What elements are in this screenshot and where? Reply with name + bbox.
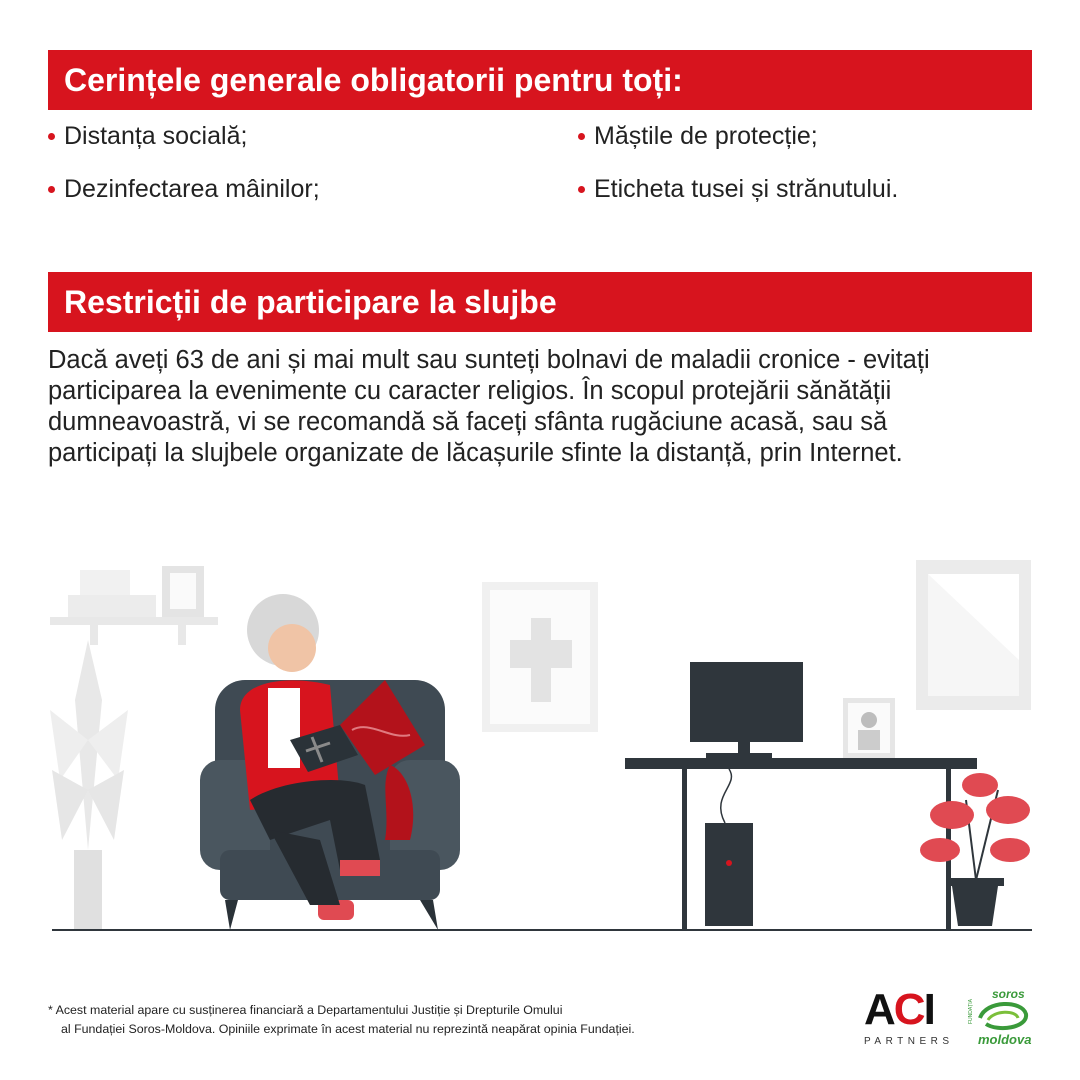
list-item: Eticheta tusei și strănutului. [578,175,898,204]
bullet-dot-icon [48,133,55,140]
bullet-dot-icon [48,186,55,193]
section-title-restrictions: Restricții de participare la slujbe [48,272,1032,332]
funding-footnote: * Acest material apare cu susținerea financiară a Departamentului Justiție și Drepturile Omului al Fundației Soros-Moldova. Opiniile exprimate în acest material nu reprezintă neapărat opinia Fundației. [48,1003,635,1036]
tall-plant [50,640,128,930]
wall-shelf [50,566,218,645]
wall-mirror [916,560,1031,710]
photo-frame [843,698,895,758]
svg-text:FUNDAȚIA: FUNDAȚIA [968,999,974,1024]
requirements-list [48,122,1032,232]
red-plant [920,773,1030,926]
list-item: Dezinfectarea mâinilor; [48,175,320,204]
svg-text:moldova: moldova [978,1032,1032,1047]
bullet-dot-icon [578,133,585,140]
bullet-dot-icon [578,186,585,193]
section-title-general-requirements: Cerințele generale obligatorii pentru toți: [48,50,1032,110]
floor-line [52,929,1032,931]
list-item: Măștile de protecție; [578,122,818,151]
elderly-woman-reading-illustration [40,540,1040,940]
soros-moldova-logo [964,984,1036,1048]
cross-frame [482,582,598,732]
restrictions-paragraph: Dacă aveți 63 de ani și mai mult sau sunteți bolnavi de maladii cronice - evitați participarea la evenimente cu caracter religios. În scopul protejării sănătății dumneavoastră, vi se recomandă să faceți sfânta rugăciune acasă, sau să participați la slujbele organizate de lăcașurile sfinte la distanță, prin Internet. [48,346,930,467]
list-item: Distanța socială; [48,122,247,151]
aci-partners-logo: ACI PARTNERS [864,985,954,1047]
svg-text:soros: soros [992,987,1025,1001]
